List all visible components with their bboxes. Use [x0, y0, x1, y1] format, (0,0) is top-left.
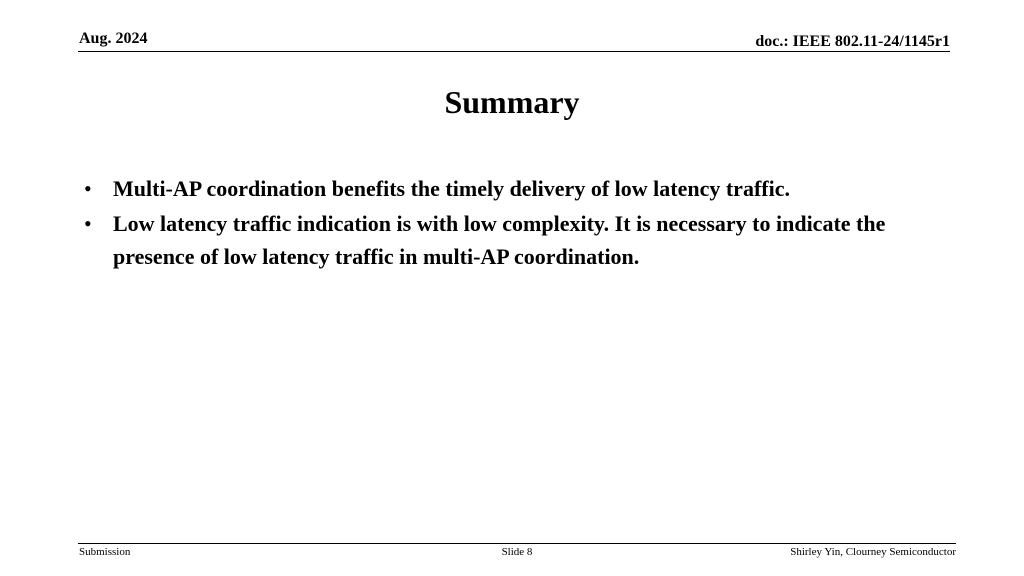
bullet-list [84, 172, 914, 275]
footer-divider [78, 543, 956, 544]
footer-slide-number: Slide 8 [501, 546, 533, 558]
bullet-text: Low latency traffic indication is with low complexity. It is necessary to indicate the presence of low latency traffic in multi-AP coordination. [113, 211, 886, 269]
header-date: Aug. 2024 [79, 30, 148, 47]
bullet-text: Multi-AP coordination benefits the timely delivery of low latency traffic. [113, 176, 790, 201]
bullet-icon: • [84, 211, 92, 236]
bullet-icon: • [84, 176, 92, 201]
header-divider [78, 51, 950, 52]
header-doc-id: doc.: IEEE 802.11-24/1145r1 [755, 33, 950, 50]
bullet-item [84, 172, 914, 205]
slide-title: Summary [444, 84, 580, 120]
footer-author: Shirley Yin, Clourney Semiconductor [790, 546, 956, 558]
bullet-item [84, 207, 914, 273]
footer-submission: Submission [79, 546, 131, 558]
